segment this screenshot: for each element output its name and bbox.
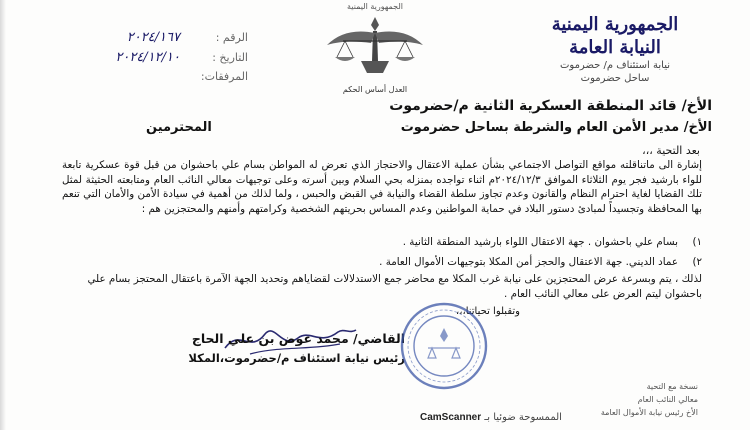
thanks-line: وتقبلوا تحياتنا،،،: [456, 306, 520, 317]
watermark-prefix: الممسوحة ضوئيا بـ: [484, 412, 562, 423]
respected-label: المحترمين: [146, 120, 212, 135]
ref-number-row: [18, 30, 248, 50]
country-name: الجمهورية اليمنية: [551, 14, 679, 35]
ref-number-label: الرقم :: [215, 31, 248, 44]
copies-list: [568, 380, 698, 419]
list-item-number: ١): [692, 236, 702, 248]
signatory-title: رئيس نيابة استئناف م/حضرموت،المكلا: [188, 351, 405, 365]
addressee-2: الأخ/ مدير الأمن العام والشرطة بساحل حضرموت: [400, 120, 712, 135]
ref-date-value: ٢٠٢٤/١٢/١٠: [115, 50, 180, 65]
page-edge: [0, 0, 6, 430]
watermark-brand: CamScanner: [420, 412, 482, 423]
emblem-motto: العدل أساس الحكم: [342, 85, 408, 94]
addressee-1: الأخ/ قائد المنطقة العسكرية الثانية م/حضرموت: [389, 98, 712, 114]
list-item-number: ٢): [692, 256, 702, 268]
copy-line: نسخة مع التحية: [646, 382, 698, 391]
ref-date-label: التاريخ :: [212, 51, 248, 64]
list-item-text: عماد الديني. جهة الاعتقال والحجز أمن المكلا بتوجيهات الأموال العامة .: [379, 256, 678, 268]
list-item-text: بسام علي باحشوان . جهة الاعتقال اللواء بارشيد المنطقة الثانية .: [402, 236, 678, 248]
list-item: [62, 232, 702, 252]
list-item: [62, 252, 702, 272]
letterhead-right: [520, 14, 710, 84]
eagle-scales-icon: [315, 11, 435, 81]
greeting: بعد التحية ،،،: [642, 144, 700, 157]
camscanner-watermark: [420, 412, 562, 423]
office-sub1: نيابة استئناف م/ حضرموت: [559, 60, 671, 71]
copy-line: معالي النائب العام: [637, 395, 698, 404]
detainee-list: [62, 232, 702, 272]
ref-number-value: ٢٠٢٤/١٦٧: [126, 30, 180, 45]
ref-attachments-row: [18, 70, 248, 90]
office-sub2: ساحل حضرموت: [580, 73, 650, 84]
copy-line: الأخ رئيس نيابة الأموال العامة: [600, 408, 698, 417]
office-name: النيابة العامة: [569, 37, 661, 58]
signatory-name: القاضي/ محمد عوض بن علي الحاج: [191, 331, 405, 346]
reference-block: [18, 30, 248, 90]
closing-paragraph: لذلك ، يتم وبسرعة عرض المحتجزين على نيابة غرب المكلا مع محاضر جمع الاستدلالات لقضاياهم وتحديد الجهة الآمرة باعتقال المحتجز بسام علي باحشوان ليتم العرض على معالي النائب العام .: [87, 273, 702, 300]
emblem-caption: الجمهورية اليمنية: [346, 2, 403, 11]
body-paragraph: إشارة الى ماتناقلته مواقع التواصل الاجتماعي بشأن عملية الاعتقال والاحتجاز الذي تعرض له المواطن بسام علي باحشوان من قبل قوة عسكرية تابعة للواء بارشيد فجر يوم الثلاثاء الموافق ٢٠٢٤/١٢/٣م اثناء تواجده بمنزله بحي السلام وبين أسرته وعلى توجيهات معالي النائب العام ومتابعته الحثيثة لمثل تلك القضايا لغاية احترام النظام والقانون وعدم تجاوز سلطة القضاء والنيابة في القبض والحبس ، ولما لذلك من أهمية في سيادة الأمن والأمان التي تنعم بها المحافظة وتجسيداً لمبادئ دستور البلاد في حماية المواطنين وعدم المساس بحريتهم الشخصية وكرامتهم وأمنهم والمحتجزين هم :: [62, 159, 702, 215]
ref-date-row: [18, 50, 248, 70]
national-emblem: [315, 2, 435, 94]
ref-attachments-label: المرفقات:: [200, 70, 248, 83]
official-stamp-icon: [398, 300, 490, 392]
